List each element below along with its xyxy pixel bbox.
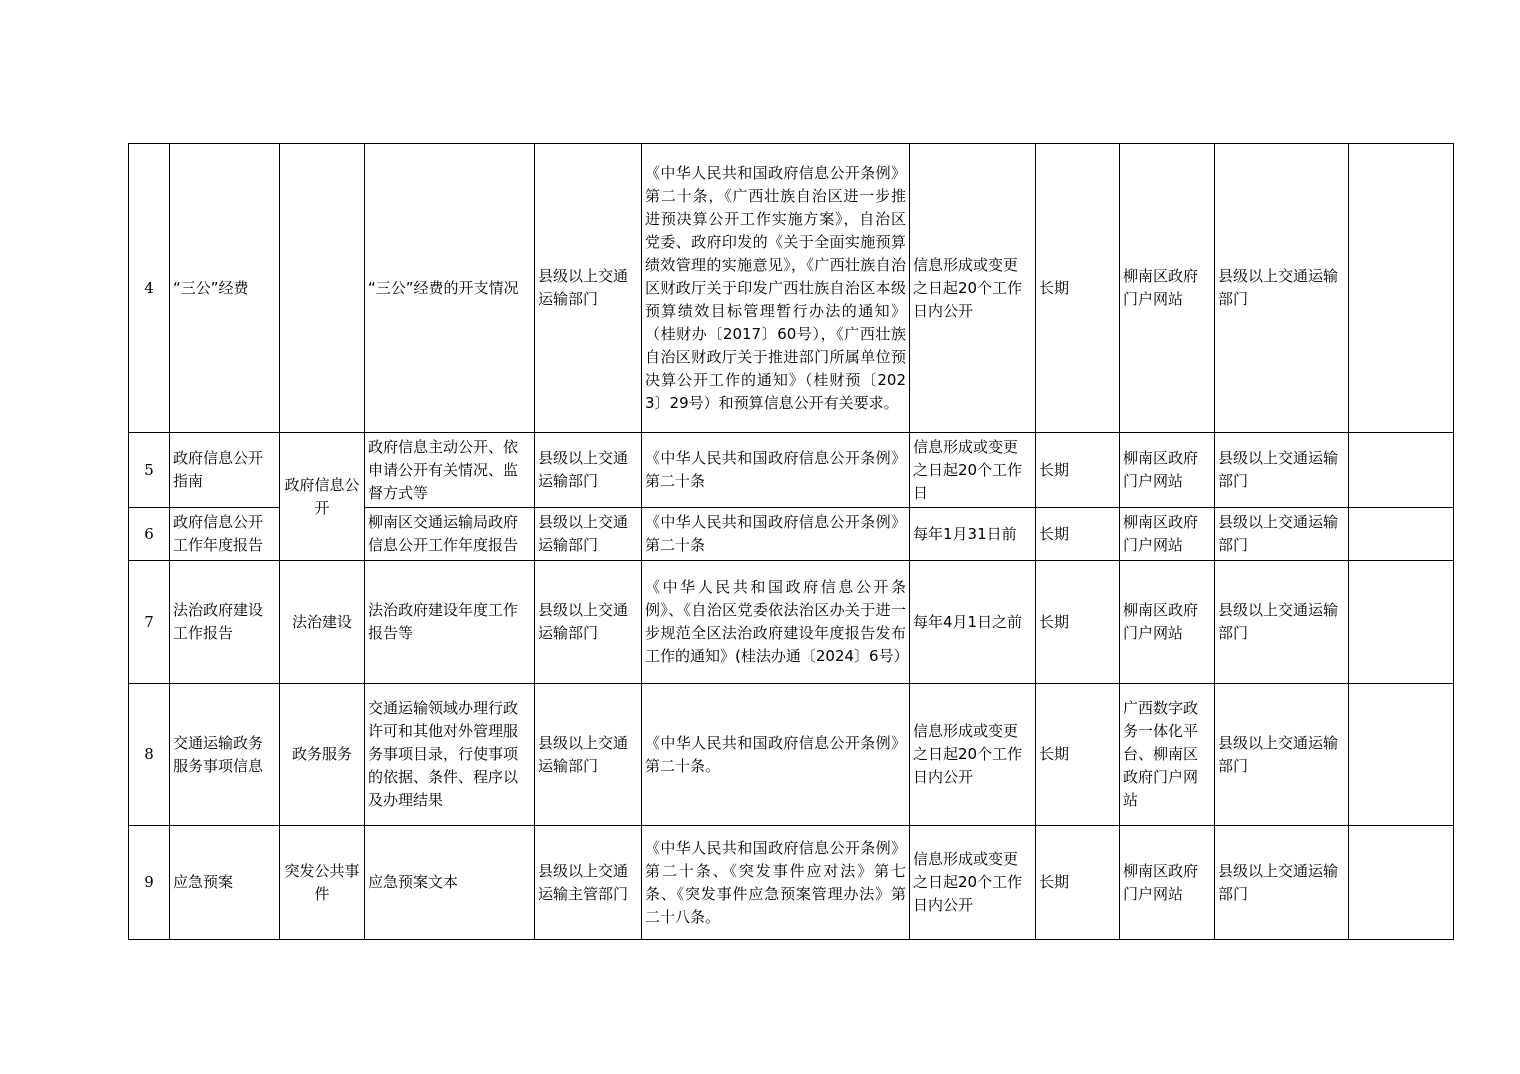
- remark-cell: [1349, 433, 1454, 508]
- table-row: [129, 433, 1454, 508]
- table-row: [129, 826, 1454, 940]
- subject-cell: 县级以上交通运输部门: [535, 433, 642, 508]
- time-limit-cell: 信息形成或变更之日起20个工作日: [910, 433, 1036, 508]
- remark-cell: [1349, 144, 1454, 433]
- subject-cell: 县级以上交通运输部门: [535, 561, 642, 684]
- disclosure-table: [128, 143, 1454, 940]
- channel-cell: 柳南区政府门户网站: [1120, 826, 1215, 940]
- category-cell: 政府信息公开: [280, 433, 365, 561]
- category-cell: [280, 144, 365, 433]
- basis-cell: 《中华人民共和国政府信息公开条例》第二十条: [642, 508, 910, 561]
- item-name: 政府信息公开指南: [170, 433, 280, 508]
- subject-cell: 县级以上交通运输部门: [535, 684, 642, 826]
- period-cell: 长期: [1036, 561, 1120, 684]
- item-name: 法治政府建设工作报告: [170, 561, 280, 684]
- basis-cell: 《中华人民共和国政府信息公开条例》第二十条。: [642, 684, 910, 826]
- remark-cell: [1349, 561, 1454, 684]
- responsible-cell: 县级以上交通运输部门: [1215, 826, 1349, 940]
- responsible-cell: 县级以上交通运输部门: [1215, 561, 1349, 684]
- time-limit-cell: 每年1月31日前: [910, 508, 1036, 561]
- time-limit-cell: 信息形成或变更之日起20个工作日内公开: [910, 684, 1036, 826]
- time-limit-cell: 信息形成或变更之日起20个工作日内公开: [910, 144, 1036, 433]
- item-name: 交通运输政务服务事项信息: [170, 684, 280, 826]
- responsible-cell: 县级以上交通运输部门: [1215, 144, 1349, 433]
- item-name: 政府信息公开工作年度报告: [170, 508, 280, 561]
- table-row: [129, 684, 1454, 826]
- channel-cell: 柳南区政府门户网站: [1120, 144, 1215, 433]
- row-number: 8: [129, 684, 170, 826]
- content-cell: “三公”经费的开支情况: [365, 144, 535, 433]
- subject-cell: 县级以上交通运输主管部门: [535, 826, 642, 940]
- channel-cell: 广西数字政务一体化平台、柳南区政府门户网站: [1120, 684, 1215, 826]
- period-cell: 长期: [1036, 433, 1120, 508]
- basis-cell: 《中华人民共和国政府信息公开条例》第二十条，《广西壮族自治区进一步推进预决算公开工作实施方案》，自治区党委、政府印发的《关于全面实施预算绩效管理的实施意见》，《广西壮族自治区财政厅关于印发广西壮族自治区本级预算绩效目标管理暂行办法的通知》（桂财办〔2017〕60号），《广西壮族自治区财政厅关于推进部门所属单位预决算公开工作的通知》（桂财预〔2023〕29号）和预算信息公开有关要求。: [642, 144, 910, 433]
- responsible-cell: 县级以上交通运输部门: [1215, 684, 1349, 826]
- table-row: [129, 561, 1454, 684]
- period-cell: 长期: [1036, 508, 1120, 561]
- category-cell: 突发公共事件: [280, 826, 365, 940]
- responsible-cell: 县级以上交通运输部门: [1215, 433, 1349, 508]
- category-cell: 政务服务: [280, 684, 365, 826]
- basis-cell: 《中华人民共和国政府信息公开条例》第二十条: [642, 433, 910, 508]
- basis-cell: 《中华人民共和国政府信息公开条例》第二十条、《突发事件应对法》第七条、《突发事件应急预案管理办法》第二十八条。: [642, 826, 910, 940]
- content-cell: 应急预案文本: [365, 826, 535, 940]
- time-limit-cell: 每年4月1日之前: [910, 561, 1036, 684]
- period-cell: 长期: [1036, 684, 1120, 826]
- remark-cell: [1349, 826, 1454, 940]
- row-number: 7: [129, 561, 170, 684]
- period-cell: 长期: [1036, 144, 1120, 433]
- basis-cell: 《中华人民共和国政府信息公开条例》、《自治区党委依法治区办关于进一步规范全区法治政府建设年度报告发布工作的通知》(桂法办通〔2024〕6号）: [642, 561, 910, 684]
- subject-cell: 县级以上交通运输部门: [535, 144, 642, 433]
- channel-cell: 柳南区政府门户网站: [1120, 561, 1215, 684]
- content-cell: 法治政府建设年度工作报告等: [365, 561, 535, 684]
- row-number: 9: [129, 826, 170, 940]
- channel-cell: 柳南区政府门户网站: [1120, 433, 1215, 508]
- content-cell: 柳南区交通运输局政府信息公开工作年度报告: [365, 508, 535, 561]
- item-name: “三公”经费: [170, 144, 280, 433]
- table-row: [129, 144, 1454, 433]
- content-cell: 交通运输领域办理行政许可和其他对外管理服务事项目录，行使事项的依据、条件、程序以及办理结果: [365, 684, 535, 826]
- subject-cell: 县级以上交通运输部门: [535, 508, 642, 561]
- row-number: 5: [129, 433, 170, 508]
- responsible-cell: 县级以上交通运输部门: [1215, 508, 1349, 561]
- time-limit-cell: 信息形成或变更之日起20个工作日内公开: [910, 826, 1036, 940]
- content-cell: 政府信息主动公开、依申请公开有关情况、监督方式等: [365, 433, 535, 508]
- item-name: 应急预案: [170, 826, 280, 940]
- period-cell: 长期: [1036, 826, 1120, 940]
- row-number: 4: [129, 144, 170, 433]
- category-cell: 法治建设: [280, 561, 365, 684]
- channel-cell: 柳南区政府门户网站: [1120, 508, 1215, 561]
- remark-cell: [1349, 508, 1454, 561]
- row-number: 6: [129, 508, 170, 561]
- remark-cell: [1349, 684, 1454, 826]
